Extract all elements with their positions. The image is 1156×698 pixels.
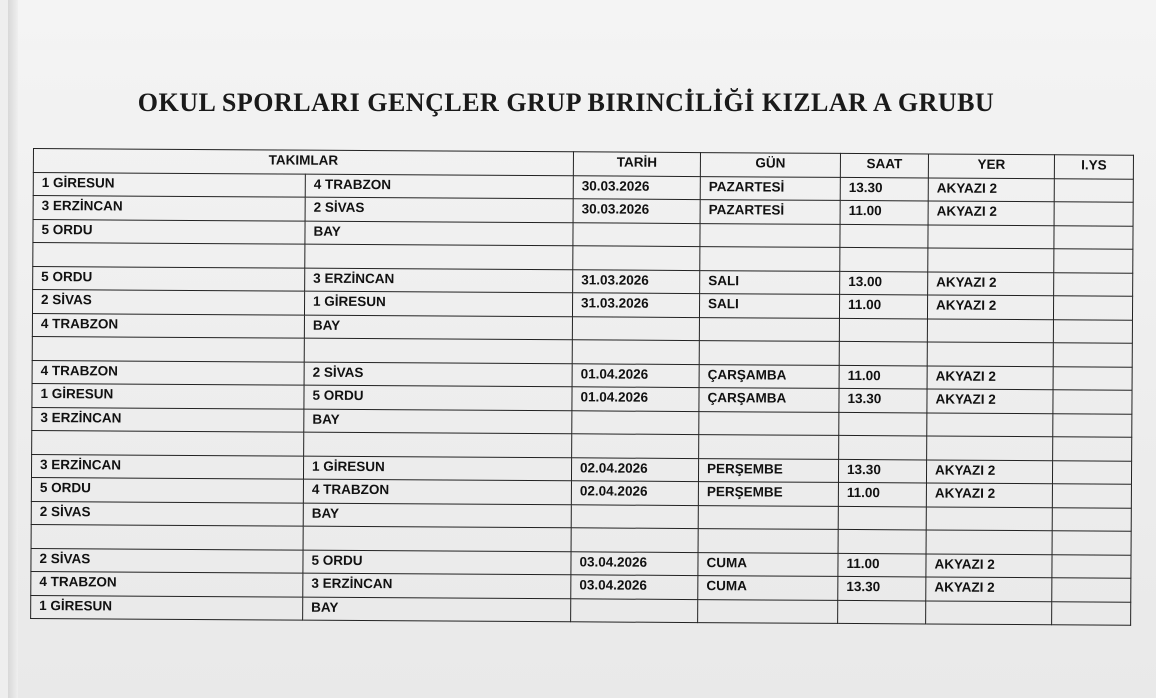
- cell-date: 03.04.2026: [571, 551, 698, 575]
- cell-place: AKYAZI 2: [928, 177, 1054, 201]
- cell-date: 03.04.2026: [571, 575, 698, 599]
- cell-team2: BAY: [303, 597, 571, 622]
- cell-time: 13.00: [840, 271, 928, 295]
- cell-time: [838, 600, 926, 624]
- cell-day: [700, 247, 840, 271]
- cell-time: [838, 506, 926, 530]
- cell-extra: [1053, 366, 1132, 390]
- cell-team2: BAY: [304, 409, 572, 434]
- cell-extra: [1052, 554, 1131, 578]
- cell-day: ÇARŞAMBA: [699, 388, 839, 412]
- cell-team1: 2 SİVAS: [32, 290, 304, 315]
- cell-time: [839, 412, 927, 436]
- cell-date: 31.03.2026: [572, 293, 699, 317]
- cell-extra: [1053, 296, 1132, 320]
- header-date: TARİH: [573, 152, 700, 176]
- cell-place: AKYAZI 2: [928, 201, 1054, 225]
- cell-day: SALI: [699, 294, 839, 318]
- cell-team2: 5 ORDU: [304, 385, 572, 410]
- cell-day: PAZARTESİ: [700, 200, 840, 224]
- cell-date: 30.03.2026: [573, 175, 700, 199]
- cell-day: SALI: [700, 270, 840, 294]
- cell-day: [699, 411, 839, 435]
- cell-extra: [1052, 601, 1131, 625]
- cell-date: [572, 410, 699, 434]
- cell-time: 11.00: [839, 294, 927, 318]
- cell-team1: 4 TRABZON: [32, 360, 304, 385]
- cell-extra: [1053, 413, 1132, 437]
- header-teams: TAKIMLAR: [33, 149, 573, 176]
- cell-place: [927, 342, 1053, 366]
- cell-place: AKYAZI 2: [926, 553, 1052, 577]
- cell-time: [839, 341, 927, 365]
- cell-day: CUMA: [698, 576, 838, 600]
- cell-time: 13.30: [839, 388, 927, 412]
- cell-day: CUMA: [698, 552, 838, 576]
- cell-time: 11.00: [840, 200, 928, 224]
- cell-time: [840, 247, 928, 271]
- cell-date: [571, 528, 698, 552]
- cell-time: 11.00: [838, 482, 926, 506]
- fixture-sheet: [30, 148, 1133, 626]
- fixture-body: [31, 172, 1134, 625]
- cell-team2: BAY: [303, 503, 571, 528]
- cell-extra: [1053, 343, 1132, 367]
- cell-date: [572, 340, 699, 364]
- cell-team1: 3 ERZİNCAN: [31, 454, 303, 479]
- cell-time: 11.00: [838, 553, 926, 577]
- cell-day: [698, 505, 838, 529]
- cell-extra: [1052, 578, 1131, 602]
- header-place: YER: [928, 154, 1054, 178]
- cell-extra: [1054, 202, 1133, 226]
- cell-place: AKYAZI 2: [926, 483, 1052, 507]
- cell-date: 30.03.2026: [573, 199, 700, 223]
- cell-time: 13.30: [840, 177, 928, 201]
- cell-team2: 2 SİVAS: [304, 362, 572, 387]
- cell-team2: 1 GİRESUN: [303, 456, 571, 481]
- cell-extra: [1052, 507, 1131, 531]
- cell-team2: BAY: [304, 315, 572, 340]
- cell-time: [838, 529, 926, 553]
- cell-day: PERŞEMBE: [698, 458, 838, 482]
- cell-team2: 3 ERZİNCAN: [305, 268, 573, 293]
- cell-place: [927, 436, 1053, 460]
- cell-team1: 2 SİVAS: [31, 548, 303, 573]
- cell-team1: 3 ERZİNCAN: [32, 407, 304, 432]
- cell-place: [928, 248, 1054, 272]
- cell-date: [572, 434, 699, 458]
- cell-day: [698, 529, 838, 553]
- cell-place: AKYAZI 2: [927, 295, 1053, 319]
- cell-team2: 3 ERZİNCAN: [303, 573, 571, 598]
- cell-place: [926, 506, 1052, 530]
- cell-time: 11.00: [839, 365, 927, 389]
- cell-day: PAZARTESİ: [700, 176, 840, 200]
- cell-day: PERŞEMBE: [698, 482, 838, 506]
- cell-day: [700, 223, 840, 247]
- cell-day: [699, 435, 839, 459]
- cell-team1: [31, 524, 303, 549]
- header-extra: I.YS: [1054, 155, 1133, 179]
- cell-date: 02.04.2026: [571, 481, 698, 505]
- cell-place: AKYAZI 2: [928, 271, 1054, 295]
- header-day: GÜN: [700, 153, 840, 177]
- cell-date: 01.04.2026: [572, 387, 699, 411]
- cell-team1: 5 ORDU: [33, 219, 305, 244]
- cell-team1: 3 ERZİNCAN: [33, 196, 305, 221]
- cell-team2: BAY: [305, 221, 573, 246]
- cell-team2: [305, 244, 573, 269]
- cell-team1: [33, 243, 305, 268]
- cell-place: [927, 318, 1053, 342]
- cell-team1: 1 GİRESUN: [32, 383, 304, 408]
- cell-time: 13.30: [838, 576, 926, 600]
- cell-extra: [1053, 437, 1132, 461]
- cell-place: [928, 224, 1054, 248]
- cell-team2: 4 TRABZON: [305, 174, 573, 199]
- cell-date: [571, 598, 698, 622]
- header-time: SAAT: [840, 153, 928, 177]
- cell-date: [572, 316, 699, 340]
- cell-place: AKYAZI 2: [927, 365, 1053, 389]
- cell-team1: 4 TRABZON: [32, 313, 304, 338]
- cell-date: 02.04.2026: [571, 457, 698, 481]
- cell-time: 13.30: [838, 459, 926, 483]
- cell-date: [573, 246, 700, 270]
- cell-place: AKYAZI 2: [926, 577, 1052, 601]
- cell-team1: 4 TRABZON: [31, 571, 303, 596]
- cell-extra: [1054, 249, 1133, 273]
- cell-place: [927, 412, 1053, 436]
- cell-team2: [304, 432, 572, 457]
- cell-team2: [303, 526, 571, 551]
- cell-team1: 1 GİRESUN: [31, 595, 303, 620]
- cell-time: [839, 435, 927, 459]
- cell-time: [840, 224, 928, 248]
- cell-date: [573, 222, 700, 246]
- cell-day: [699, 341, 839, 365]
- cell-team1: [32, 336, 304, 361]
- cell-day: [698, 599, 838, 623]
- cell-team2: 1 GİRESUN: [304, 291, 572, 316]
- cell-time: [839, 318, 927, 342]
- cell-team2: 4 TRABZON: [303, 479, 571, 504]
- cell-extra: [1052, 484, 1131, 508]
- cell-team1: 1 GİRESUN: [33, 172, 305, 197]
- fixture-table: [30, 148, 1134, 626]
- cell-team1: 5 ORDU: [31, 477, 303, 502]
- cell-extra: [1054, 178, 1133, 202]
- cell-team2: 5 ORDU: [303, 550, 571, 575]
- cell-extra: [1052, 531, 1131, 555]
- cell-day: ÇARŞAMBA: [699, 364, 839, 388]
- cell-day: [699, 317, 839, 341]
- cell-extra: [1053, 390, 1132, 414]
- cell-extra: [1053, 319, 1132, 343]
- cell-date: 01.04.2026: [572, 363, 699, 387]
- cell-team1: [32, 430, 304, 455]
- cell-team2: 2 SİVAS: [305, 197, 573, 222]
- cell-place: AKYAZI 2: [927, 389, 1053, 413]
- cell-team2: [304, 338, 572, 363]
- cell-team1: 2 SİVAS: [31, 501, 303, 526]
- cell-place: AKYAZI 2: [926, 459, 1052, 483]
- cell-place: [926, 600, 1052, 624]
- cell-date: [571, 504, 698, 528]
- cell-extra: [1052, 460, 1131, 484]
- cell-team1: 5 ORDU: [33, 266, 305, 291]
- cell-place: [926, 530, 1052, 554]
- document-title: OKUL SPORLARI GENÇLER GRUP BIRINCİLİĞİ KIZLAR A GRUBU: [137, 88, 995, 117]
- cell-extra: [1054, 272, 1133, 296]
- cell-date: 31.03.2026: [573, 269, 700, 293]
- cell-extra: [1054, 225, 1133, 249]
